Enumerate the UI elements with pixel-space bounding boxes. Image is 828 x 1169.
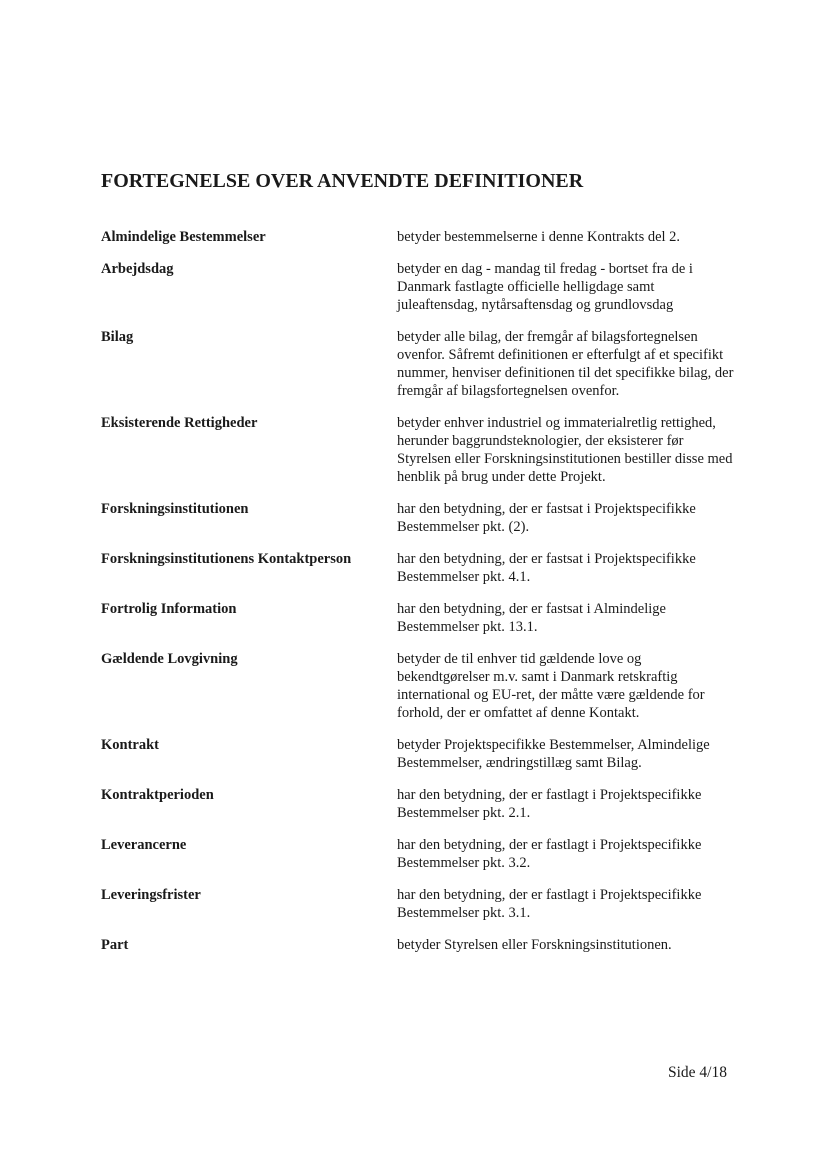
definition-description: har den betydning, der er fastlagt i Projektspecifikke Bestemmelser pkt. 3.1. [397,887,702,921]
definition-row [101,500,741,536]
definition-term: Kontrakt [101,737,159,753]
definition-term: Leverancerne [101,837,187,853]
definition-row [101,260,741,314]
definitions-list [101,228,741,968]
definition-row [101,228,741,246]
definition-description: betyder alle bilag, der fremgår af bilagsfortegnelsen ovenfor. Såfremt definitionen er efterfulgt af et specifikt nummer, henviser definitionen til det specifikke bilag, der fremgår af bilagsfortegnelsen ovenfor. [397,329,734,399]
definition-row [101,736,741,772]
definition-row [101,600,741,636]
definition-term: Part [101,937,129,953]
definition-term: Gældende Lovgivning [101,651,238,667]
definition-term: Almindelige Bestemmelser [101,229,266,245]
definition-description: betyder Projektspecifikke Bestemmelser, Almindelige Bestemmelser, ændringstillæg samt Bilag. [397,737,710,771]
definition-description: har den betydning, der er fastlagt i Projektspecifikke Bestemmelser pkt. 3.2. [397,837,702,871]
definition-row [101,414,741,486]
definition-description: betyder en dag - mandag til fredag - bortset fra de i Danmark fastlagte officielle helligdage samt juleaftensdag, nytårsaftensdag og grundlovsdag [397,261,693,313]
definition-row [101,836,741,872]
definition-row [101,650,741,722]
definition-description: betyder bestemmelserne i denne Kontrakts del 2. [397,229,681,245]
definition-description: har den betydning, der er fastlagt i Projektspecifikke Bestemmelser pkt. 2.1. [397,787,702,821]
definition-description: har den betydning, der er fastsat i Almindelige Bestemmelser pkt. 13.1. [397,601,666,635]
definition-term: Forskningsinstitutionen [101,501,249,517]
page-number: Side 4/18 [668,1064,727,1081]
definition-description: betyder Styrelsen eller Forskningsinstitutionen. [397,937,672,953]
definition-description: betyder enhver industriel og immaterialretlig rettighed, herunder baggrundsteknologier, der eksisterer før Styrelsen eller Forskningsinstitutionen bestiller disse med henblik på brug under dette Projekt. [397,415,733,485]
definition-term: Fortrolig Information [101,601,237,617]
definition-row [101,886,741,922]
definition-row [101,328,741,400]
definition-term: Eksisterende Rettigheder [101,415,258,431]
definition-description: har den betydning, der er fastsat i Projektspecifikke Bestemmelser pkt. (2). [397,501,696,535]
page-title: FORTEGNELSE OVER ANVENDTE DEFINITIONER [101,170,584,192]
definition-term: Arbejdsdag [101,261,174,277]
definition-term: Leveringsfrister [101,887,201,903]
definition-term: Kontraktperioden [101,787,214,803]
definition-description: har den betydning, der er fastsat i Projektspecifikke Bestemmelser pkt. 4.1. [397,551,696,585]
definition-row [101,786,741,822]
definition-row [101,936,741,954]
definition-description: betyder de til enhver tid gældende love og bekendtgørelser m.v. samt i Danmark retskraftig international og EU-ret, der måtte være gældende for forhold, der er omfattet af denne Kontakt. [397,651,705,721]
definition-term: Forskningsinstitutionens Kontaktperson [101,551,352,567]
definition-row [101,550,741,586]
definition-term: Bilag [101,329,134,345]
